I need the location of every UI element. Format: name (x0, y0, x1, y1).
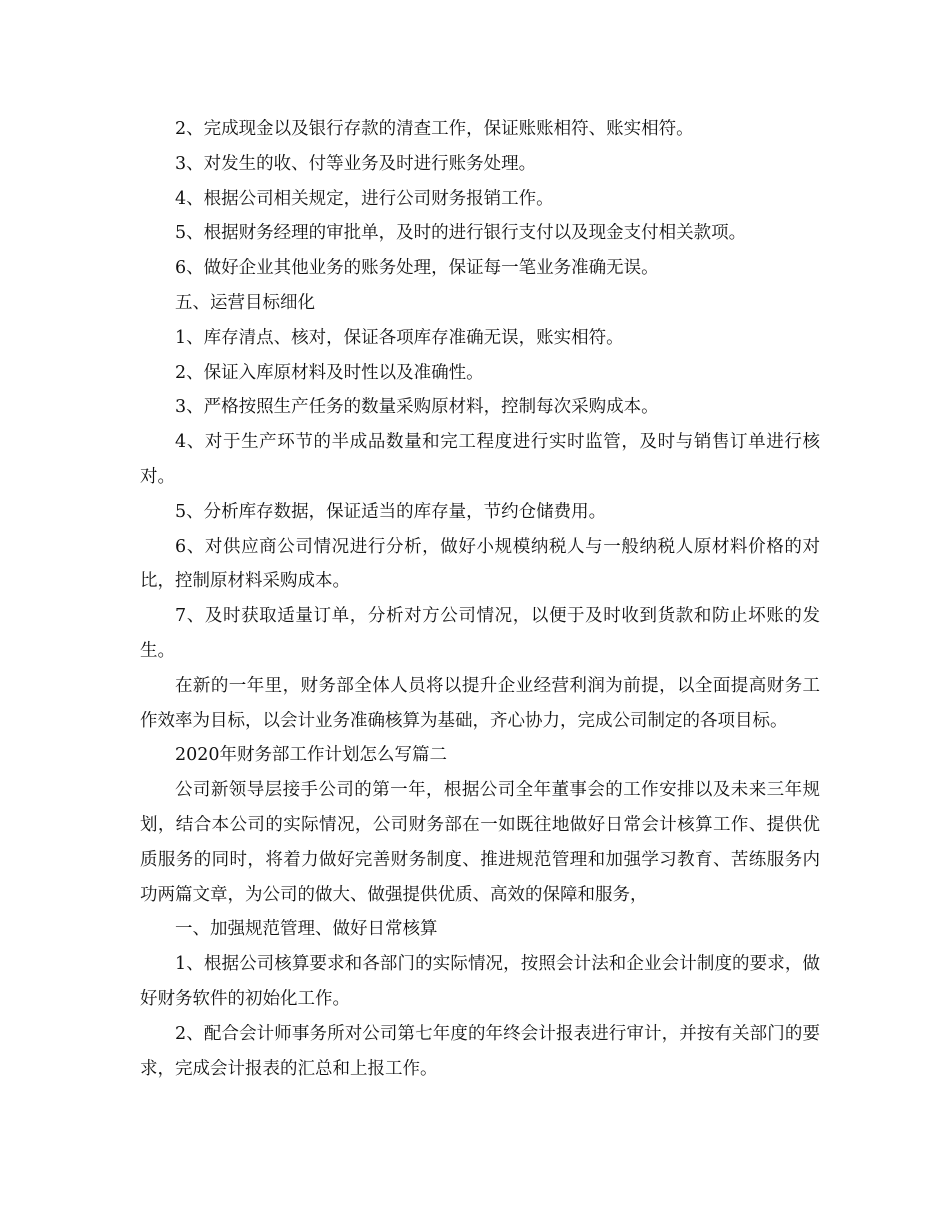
paragraph: 1、根据公司核算要求和各部门的实际情况，按照会计法和企业会计制度的要求，做好财务软件的初始化工作。 (140, 954, 820, 1009)
paragraph: 2、完成现金以及银行存款的清查工作，保证账账相符、账实相符。 (175, 119, 694, 139)
paragraph: 公司新领导层接手公司的第一年，根据公司全年董事会的工作安排以及未来三年规划，结合本公司的实际情况，公司财务部在一如既往地做好日常会计核算工作、提供优质服务的同时，将着力做好完善财务制度、推进规范管理和加强学习教育、苦练服务内功两篇文章，为公司的做大、做强提供优质、高效的保障和服务， (140, 780, 820, 905)
paragraph: 3、对发生的收、付等业务及时进行账务处理。 (175, 153, 537, 174)
paragraph: 7、及时获取适量订单，分析对方公司情况，以便于及时收到货款和防止坏账的发生。 (140, 606, 820, 661)
section-heading: 一、加强规范管理、做好日常核算 (175, 919, 438, 940)
paragraph: 6、做好企业其他业务的账务处理，保证每一笔业务准确无误。 (175, 258, 659, 279)
paragraph: 3、严格按照生产任务的数量采购原材料，控制每次采购成本。 (175, 397, 659, 418)
paragraph: 2、保证入库原材料及时性以及准确性。 (175, 362, 484, 383)
paragraph: 6、对供应商公司情况进行分析，做好小规模纳税人与一般纳税人原材料价格的对比，控制原材料采购成本。 (140, 536, 820, 592)
paragraph: 2、配合会计师事务所对公司第七年度的年终会计报表进行审计，并按有关部门的要求，完成会计报表的汇总和上报工作。 (140, 1023, 820, 1079)
paragraph: 4、根据公司相关规定，进行公司财务报销工作。 (175, 188, 554, 209)
paragraph: 1、库存清点、核对，保证各项库存准确无误，账实相符。 (175, 327, 624, 348)
section-title: 2020年财务部工作计划怎么写篇二 (175, 745, 448, 766)
paragraph: 5、分析库存数据，保证适当的库存量，节约仓储费用。 (175, 501, 607, 522)
paragraph: 5、根据财务经理的审批单，及时的进行银行支付以及现金支付相关款项。 (175, 223, 747, 244)
section-heading: 五、运营目标细化 (175, 292, 315, 313)
paragraph: 4、对于生产环节的半成品数量和完工程度进行实时监管，及时与销售订单进行核对。 (140, 432, 820, 487)
paragraph: 在新的一年里，财务部全体人员将以提升企业经营利润为前提，以全面提高财务工作效率为目标，以会计业务准确核算为基础，齐心协力，完成公司制定的各项目标。 (140, 675, 820, 731)
document-body (140, 112, 820, 1086)
